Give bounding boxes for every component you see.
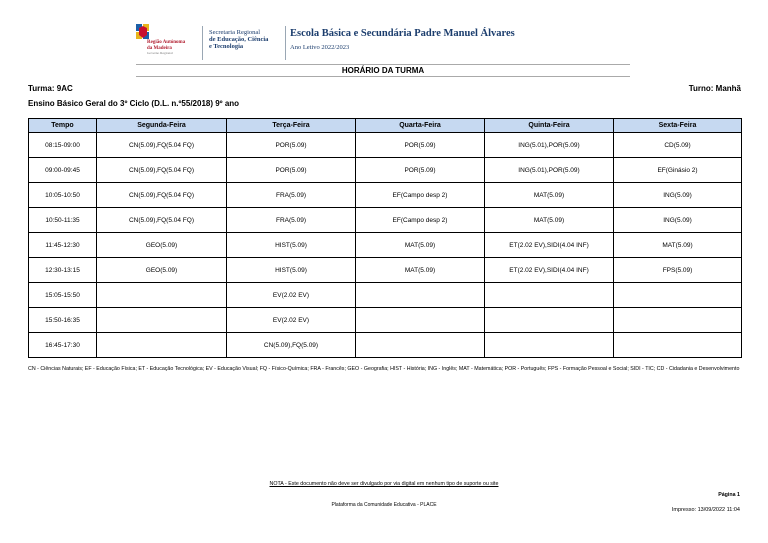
- class-cell: EV(2.02 EV): [227, 283, 356, 308]
- class-cell: POR(5.09): [227, 158, 356, 183]
- class-cell: [485, 283, 614, 308]
- class-cell: [485, 333, 614, 358]
- class-cell: MAT(5.09): [485, 208, 614, 233]
- class-cell: POR(5.09): [227, 133, 356, 158]
- class-cell: CN(5.09),FQ(5.04 FQ): [97, 158, 227, 183]
- class-cell: ET(2.02 EV),SIDI(4.04 INF): [485, 233, 614, 258]
- plataforma-text: Plataforma da Comunidade Educativa - PLACE: [331, 502, 437, 508]
- document-header: [136, 24, 630, 64]
- class-cell: [97, 283, 227, 308]
- secretaria-line-1: Secretaria Regional: [209, 29, 261, 36]
- logo-line-2: da Madeira: [147, 45, 172, 51]
- class-cell: CN(5.09),FQ(5.04 FQ): [97, 183, 227, 208]
- class-cell: EF(Campo desp 2): [356, 183, 485, 208]
- table-row: [29, 208, 742, 233]
- table-row: [29, 283, 742, 308]
- table-row: [29, 258, 742, 283]
- class-cell: [356, 283, 485, 308]
- class-cell: ING(5.01),POR(5.09): [485, 133, 614, 158]
- header-rule: [136, 64, 630, 65]
- class-cell: POR(5.09): [356, 158, 485, 183]
- class-cell: GEO(5.09): [97, 233, 227, 258]
- class-cell: HIST(5.09): [227, 233, 356, 258]
- schedule-body: [29, 133, 742, 358]
- time-slot-cell: 10:50-11:35: [29, 208, 97, 233]
- class-cell: [614, 333, 742, 358]
- column-header: Quinta-Feira: [485, 119, 614, 133]
- header-divider: [202, 26, 203, 60]
- column-header: Tempo: [29, 119, 97, 133]
- secretaria-name: [209, 29, 268, 51]
- class-cell: [485, 308, 614, 333]
- page-title: HORÁRIO DA TURMA: [341, 66, 425, 75]
- time-slot-cell: 11:45-12:30: [29, 233, 97, 258]
- class-cell: HIST(5.09): [227, 258, 356, 283]
- class-cell: [356, 308, 485, 333]
- ano-letivo: Ano Letivo 2022/2023: [290, 44, 350, 51]
- class-cell: ING(5.09): [614, 208, 742, 233]
- table-row: [29, 233, 742, 258]
- madeira-logo-icon: [136, 24, 150, 40]
- class-cell: CN(5.09),FQ(5.09): [227, 333, 356, 358]
- table-row: [29, 333, 742, 358]
- logo-text: [147, 40, 185, 57]
- secretaria-line-3: e Tecnologia: [209, 43, 244, 51]
- class-cell: GEO(5.09): [97, 258, 227, 283]
- schedule-table: [28, 118, 742, 358]
- column-header: Terça-Feira: [227, 119, 356, 133]
- time-slot-cell: 08:15-09:00: [29, 133, 97, 158]
- class-cell: FRA(5.09): [227, 183, 356, 208]
- table-row: [29, 308, 742, 333]
- class-cell: ING(5.01),POR(5.09): [485, 158, 614, 183]
- time-slot-cell: 12:30-13:15: [29, 258, 97, 283]
- column-header: Quarta-Feira: [356, 119, 485, 133]
- class-cell: EF(Campo desp 2): [356, 208, 485, 233]
- class-cell: FRA(5.09): [227, 208, 356, 233]
- class-cell: EV(2.02 EV): [227, 308, 356, 333]
- page-number: Página 1: [718, 492, 740, 498]
- logo-sub: Governo Regional: [147, 51, 173, 55]
- logo-line-1: Região Autónoma: [147, 40, 186, 45]
- nota-text: NOTA - Este documento não deve ser divulgado por via digital em nenhum tipo de suporte ou site: [269, 481, 499, 487]
- school-name: Escola Básica e Secundária Padre Manuel Álvares: [290, 28, 515, 39]
- column-header: Segunda-Feira: [97, 119, 227, 133]
- legend-text: CN - Ciências Naturais; EF - Educação Física; ET - Educação Tecnológica; EV - Educação Visual; FQ - Físico-Química; FRA - Francês; GEO - Geografia; HIST - História; ING - Inglês; MAT - Matemática; POR - Português; FPS - Formação Pessoal e Social; SIDI - TIC; CD - Cidadania e Desenvolvimento: [28, 366, 740, 372]
- class-cell: [356, 333, 485, 358]
- table-row: [29, 133, 742, 158]
- time-slot-cell: 16:45-17:30: [29, 333, 97, 358]
- table-header-row: [29, 119, 742, 133]
- class-cell: POR(5.09): [356, 133, 485, 158]
- time-slot-cell: 09:00-09:45: [29, 158, 97, 183]
- title-rule: [136, 76, 630, 77]
- class-cell: CN(5.09),FQ(5.04 FQ): [97, 208, 227, 233]
- class-cell: CN(5.09),FQ(5.04 FQ): [97, 133, 227, 158]
- class-cell: [614, 308, 742, 333]
- column-header: Sexta-Feira: [614, 119, 742, 133]
- table-row: [29, 158, 742, 183]
- class-cell: MAT(5.09): [485, 183, 614, 208]
- ensino-label: Ensino Básico Geral do 3º Ciclo (D.L. n.º55/2018) 9º ano: [28, 99, 240, 108]
- impresso-timestamp: Impresso: 13/09/2022 11:04: [671, 507, 740, 513]
- turma-label: Turma: 9AC: [28, 84, 73, 93]
- class-cell: ING(5.09): [614, 183, 742, 208]
- class-cell: EF(Ginásio 2): [614, 158, 742, 183]
- secretaria-line-2: de Educação, Ciência: [209, 36, 269, 44]
- class-cell: ET(2.02 EV),SIDI(4.04 INF): [485, 258, 614, 283]
- header-divider-2: [285, 26, 286, 60]
- class-cell: MAT(5.09): [614, 233, 742, 258]
- turno-label: Turno: Manhã: [688, 84, 741, 93]
- class-cell: FPS(5.09): [614, 258, 742, 283]
- class-cell: [97, 308, 227, 333]
- class-cell: [97, 333, 227, 358]
- table-row: [29, 183, 742, 208]
- class-cell: CD(5.09): [614, 133, 742, 158]
- time-slot-cell: 15:05-15:50: [29, 283, 97, 308]
- time-slot-cell: 10:05-10:50: [29, 183, 97, 208]
- class-cell: [614, 283, 742, 308]
- time-slot-cell: 15:50-16:35: [29, 308, 97, 333]
- class-cell: MAT(5.09): [356, 233, 485, 258]
- class-cell: MAT(5.09): [356, 258, 485, 283]
